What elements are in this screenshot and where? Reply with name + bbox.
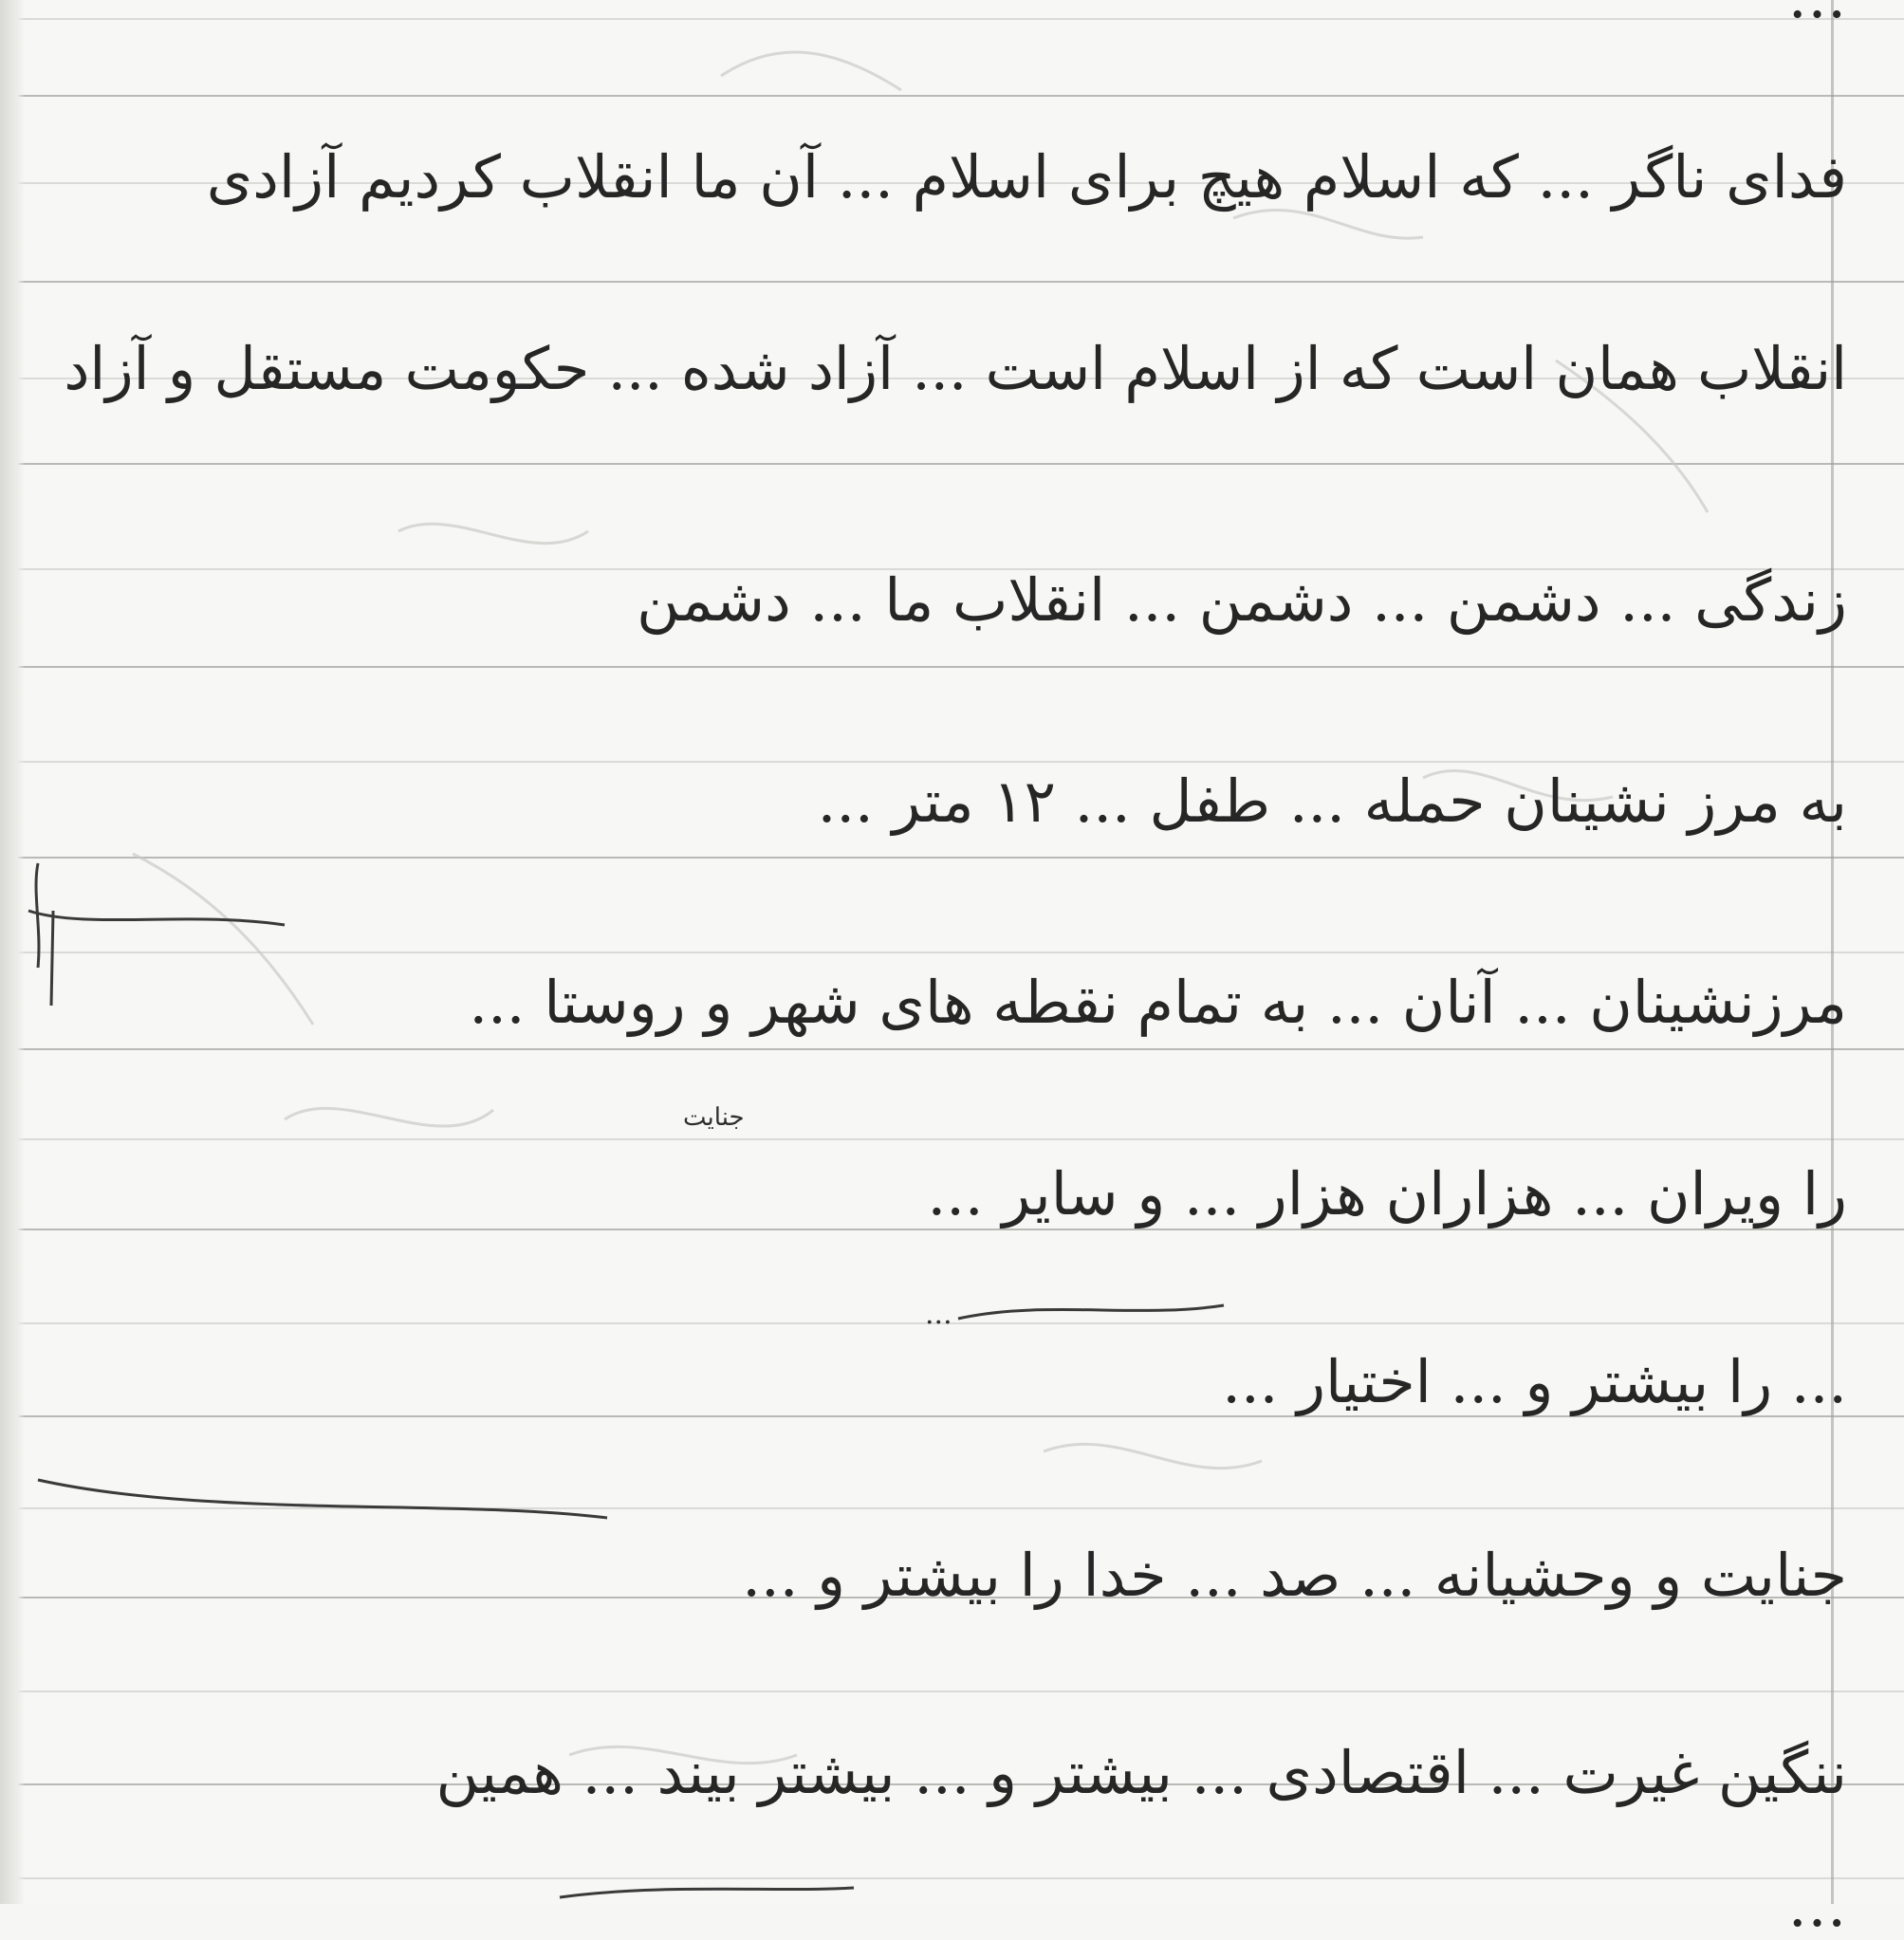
handwritten-line-2: فدای ناگر ... که اسلام هیچ برای اسلام ... آن ما انقلاب کردیم آزادی xyxy=(206,142,1847,212)
handwritten-line-5: به مرز نشینان حمله ... طفل ... ۱۲ متر ... xyxy=(817,767,1847,836)
handwritten-line-7: را ویران ... هزاران هزار ... و سایر ... xyxy=(927,1159,1847,1229)
superscript-insertion: ... xyxy=(925,1298,952,1331)
handwritten-line-8: ... را بیشتر و ... اختیار ... xyxy=(1222,1347,1847,1416)
handwritten-line-4: زندگی ... دشمن ... دشمن ... انقلاب ما ... دشمن xyxy=(637,565,1847,635)
handwritten-line-6: مرزنشینان ... آنان ... به تمام نقطه های شهر و روستا ... xyxy=(469,968,1847,1037)
handwritten-line-1 xyxy=(1788,0,1847,31)
superscript-insertion: جنایت xyxy=(683,1103,745,1132)
handwritten-line-11: ... xyxy=(1787,1871,1847,1940)
handwritten-line-9: جنایت و وحشیانه ... صد ... خدا را بیشتر و ... xyxy=(742,1541,1847,1610)
handwritten-line-3: انقلاب همان است که از اسلام است ... آزاد شده ... حکومت مستقل و آزاد xyxy=(64,334,1847,403)
handwritten-line-10: ننگین غیرت ... اقتصادی ... بیشتر و ... بیشتر بیند ... همین xyxy=(435,1738,1847,1807)
